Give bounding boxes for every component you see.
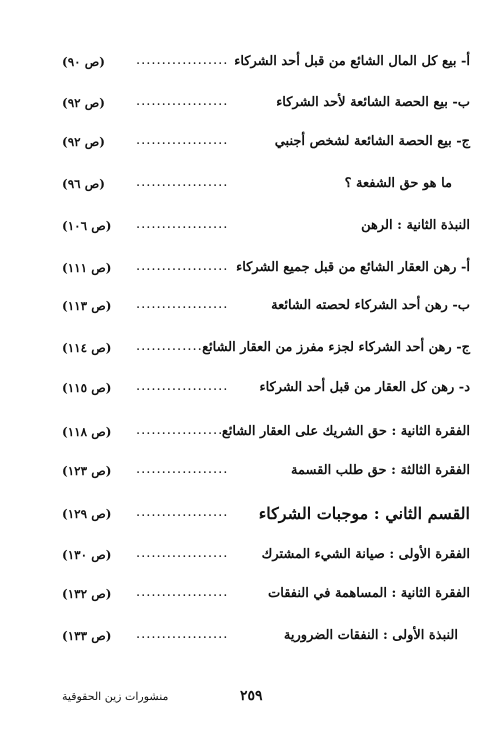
entry-title: الفقرة الثانية : المساهمة في النفقات xyxy=(268,586,470,601)
entry-page: (ص ٩٢) xyxy=(62,96,105,110)
entry-title: ب- بيع الحصة الشائعة لأحد الشركاء xyxy=(276,95,470,110)
entry-page: (ص ١١٣) xyxy=(62,299,112,313)
entry-title: الفقرة الثانية : حق الشريك على العقار الشائع xyxy=(221,424,470,439)
leader-dots: .................. xyxy=(136,505,229,520)
entry-title: ب- رهن أحد الشركاء لحصته الشائعة xyxy=(271,298,470,313)
leader-dots: .................. xyxy=(136,217,229,232)
leader-dots: .................. xyxy=(136,627,229,642)
toc-entry xyxy=(40,50,470,74)
entry-title: أ- بيع كل المال الشائع من قبل أحد الشركاء xyxy=(234,54,470,69)
publisher-name: منشورات زين الحقوقية xyxy=(62,690,169,703)
entry-title: النبذة الأولى : النفقات الضرورية xyxy=(283,628,458,643)
toc-entry xyxy=(40,459,470,483)
toc-entry xyxy=(40,420,470,444)
leader-dots: .................. xyxy=(136,175,229,190)
entry-page: (ص ١٢٣) xyxy=(62,464,112,478)
leader-dots: .................. xyxy=(136,297,229,312)
toc-entry xyxy=(40,582,470,606)
toc-entry xyxy=(40,624,470,648)
entry-page: (ص ١٢٩) xyxy=(62,507,112,521)
leader-dots: .................. xyxy=(136,53,229,68)
leader-dots: .................. xyxy=(136,94,229,109)
entry-page: (ص ١١٨) xyxy=(62,425,112,439)
entry-title: د- رهن كل العقار من قبل أحد الشركاء xyxy=(259,380,470,395)
entry-title: ج- بيع الحصة الشائعة لشخص أجنبي xyxy=(274,134,470,149)
entry-page: (ص ٩٢) xyxy=(62,135,105,149)
toc-entry xyxy=(40,214,470,238)
entry-page: (ص ٩٦) xyxy=(62,177,105,191)
toc-entry xyxy=(40,543,470,567)
toc-entry xyxy=(40,172,470,196)
entry-page: (ص ١٠٦) xyxy=(62,219,112,233)
toc-entry xyxy=(40,91,470,115)
toc-entry xyxy=(40,294,470,318)
entry-page: (ص ٩٠) xyxy=(62,55,105,69)
toc-entry xyxy=(40,376,470,400)
entry-title: النبذة الثانية : الرهن xyxy=(361,218,470,233)
leader-dots: .................. xyxy=(136,379,229,394)
entry-page: (ص ١١٤) xyxy=(62,341,112,355)
entry-page: (ص ١٣٣) xyxy=(62,629,112,643)
leader-dots: .................. xyxy=(136,462,229,477)
entry-title: ما هو حق الشفعة ؟ xyxy=(344,176,452,191)
entry-title: أ- رهن العقار الشائع من قبل جميع الشركاء xyxy=(236,260,470,275)
leader-dots: .................. xyxy=(136,259,229,274)
entry-page: (ص ١١٥) xyxy=(62,381,112,395)
entry-title: القسم الثاني : موجبات الشركاء xyxy=(258,504,470,523)
toc-entry xyxy=(40,336,470,360)
toc-entry xyxy=(40,256,470,280)
entry-page: (ص ١٣٠) xyxy=(62,548,112,562)
toc-section-heading xyxy=(40,502,470,526)
entry-title: الفقرة الثالثة : حق طلب القسمة xyxy=(291,463,470,478)
leader-dots: .............. xyxy=(136,339,208,354)
leader-dots: .................. xyxy=(136,585,229,600)
entry-page: (ص ١٣٢) xyxy=(62,587,112,601)
entry-title: الفقرة الأولى : صيانة الشيء المشترك xyxy=(261,547,470,562)
page-number: ٢٥٩ xyxy=(240,688,263,704)
leader-dots: .................. xyxy=(136,546,229,561)
leader-dots: .................. xyxy=(136,423,229,438)
toc-entry xyxy=(40,130,470,154)
entry-title: ج- رهن أحد الشركاء لجزء مفرز من العقار الشائع xyxy=(202,340,470,355)
entry-page: (ص ١١١) xyxy=(62,261,112,275)
leader-dots: .................. xyxy=(136,133,229,148)
